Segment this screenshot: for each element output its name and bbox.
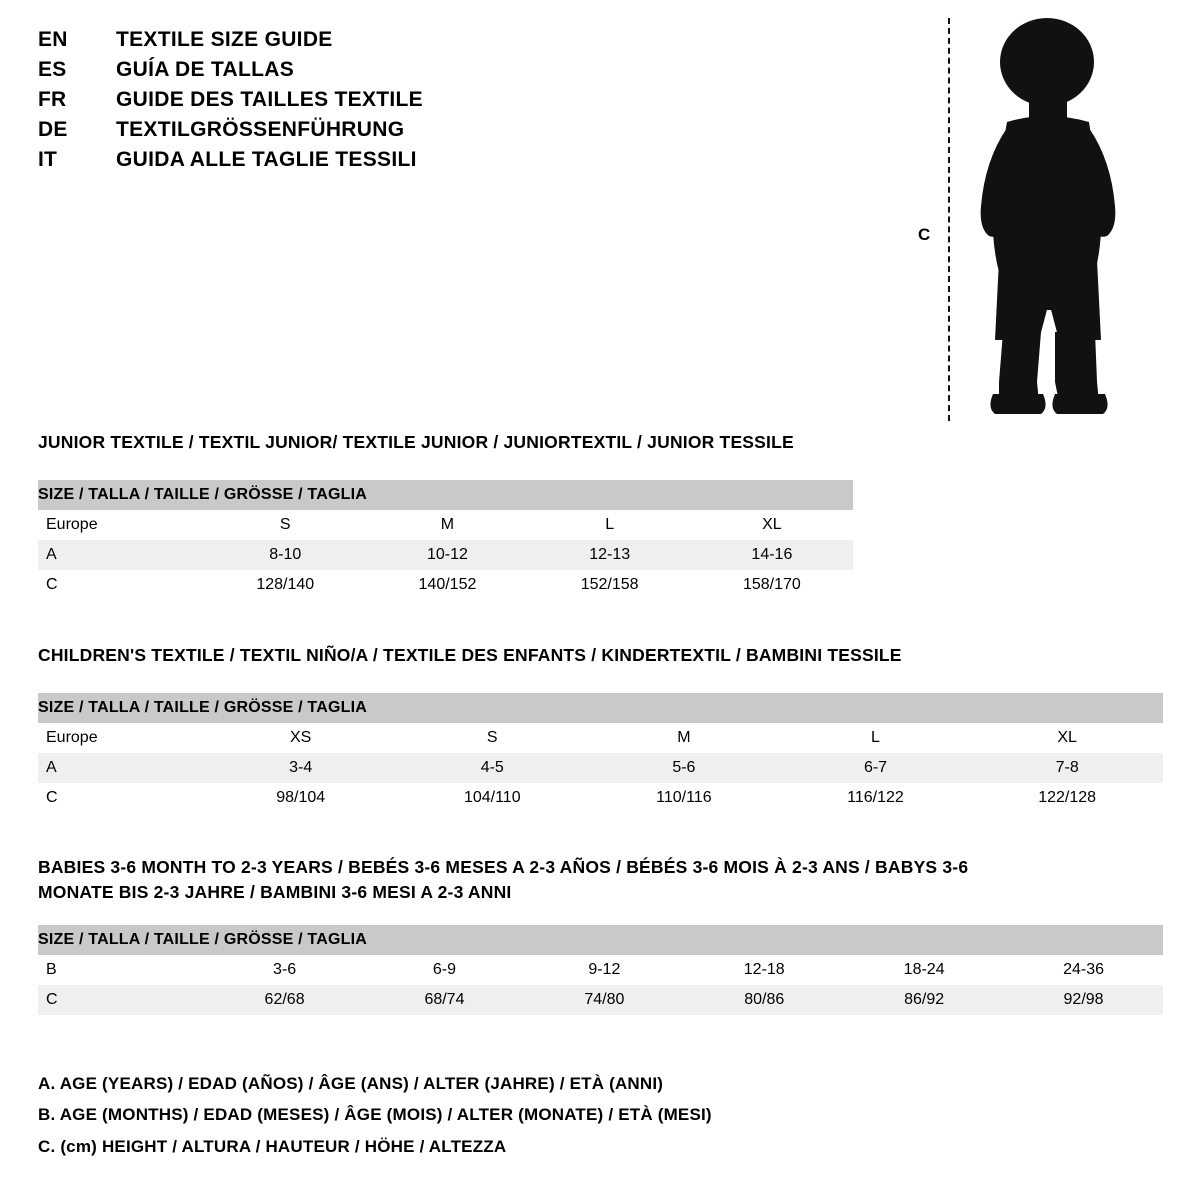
table-row [38,783,1163,813]
language-code: IT [38,148,58,171]
table-cell: 18-24 [844,955,1004,985]
table-cell: L [529,510,691,540]
table-cell: 7-8 [971,753,1163,783]
row-label: Europe [38,510,204,540]
children-size-table [38,693,1163,813]
row-label: Europe [38,723,205,753]
language-row [38,118,738,148]
table-cell: M [588,723,780,753]
row-label: C [38,570,204,600]
table-band-row [38,480,853,510]
table-cell: 6-7 [780,753,972,783]
language-title: TEXTILGRÖSSENFÜHRUNG [116,118,405,141]
table-cell: 92/98 [1004,985,1163,1015]
table-row [38,510,853,540]
table-cell: 86/92 [844,985,1004,1015]
language-code: FR [38,88,67,111]
table-band-row [38,693,1163,723]
toddler-silhouette-icon [955,10,1140,420]
babies-size-table [38,925,1163,1015]
legend-item-b: B. AGE (MONTHS) / EDAD (MESES) / ÂGE (MOIS) / ALTER (MONATE) / ETÀ (MESI) [38,1105,712,1125]
table-cell: M [366,510,528,540]
table-cell: 4-5 [396,753,588,783]
table-cell: 80/86 [684,985,844,1015]
section-title-children: CHILDREN'S TEXTILE / TEXTIL NIÑO/A / TEXTILE DES ENFANTS / KINDERTEXTIL / BAMBINI TESSILE [38,645,902,665]
table-cell: 5-6 [588,753,780,783]
table-cell: 158/170 [691,570,853,600]
language-row [38,148,738,178]
row-label: A [38,540,204,570]
language-code: ES [38,58,67,81]
table-cell: XL [971,723,1163,753]
row-label: C [38,783,205,813]
table-cell: 6-9 [365,955,525,985]
table-cell: XL [691,510,853,540]
table-cell: 62/68 [205,985,365,1015]
section-title-babies: BABIES 3-6 MONTH TO 2-3 YEARS / BEBÉS 3-6 MESES A 2-3 AÑOS / BÉBÉS 3-6 MOIS À 2-3 ANS / BABYS 3-6 MONATE BIS 2-3 JAHRE / BAMBINI 3-6 MESI A 2-3 ANNI [38,857,969,903]
table-cell: 68/74 [365,985,525,1015]
height-measure-figure [900,10,1140,425]
table-cell: 12-13 [529,540,691,570]
table-row [38,723,1163,753]
table-cell: S [396,723,588,753]
section-title-junior: JUNIOR TEXTILE / TEXTIL JUNIOR/ TEXTILE JUNIOR / JUNIORTEXTIL / JUNIOR TESSILE [38,432,794,452]
table-cell: 152/158 [529,570,691,600]
table-cell: 14-16 [691,540,853,570]
table-cell: 24-36 [1004,955,1163,985]
language-code: DE [38,118,68,141]
table-row [38,570,853,600]
table-cell: 116/122 [780,783,972,813]
table-cell: 110/116 [588,783,780,813]
table-cell: XS [205,723,397,753]
table-cell: 8-10 [204,540,366,570]
language-title: GUÍA DE TALLAS [116,58,295,81]
language-row [38,88,738,118]
table-cell: 10-12 [366,540,528,570]
legend-item-a: A. AGE (YEARS) / EDAD (AÑOS) / ÂGE (ANS) / ALTER (JAHRE) / ETÀ (ANNI) [38,1074,664,1093]
band-label: SIZE / TALLA / TAILLE / GRÖSSE / TAGLIA [38,925,1163,955]
table-cell: 3-6 [205,955,365,985]
measure-dashed-line [948,18,950,421]
row-label: B [38,955,205,985]
table-row [38,540,853,570]
table-cell: 74/80 [524,985,684,1015]
table-cell: 9-12 [524,955,684,985]
table-band-row [38,925,1163,955]
row-label: A [38,753,205,783]
language-row [38,28,738,58]
table-row [38,985,1163,1015]
table-cell: 122/128 [971,783,1163,813]
table-cell: 104/110 [396,783,588,813]
table-row [38,955,1163,985]
language-title: GUIDE DES TAILLES TEXTILE [116,88,423,111]
legend-item-c: C. (cm) HEIGHT / ALTURA / HAUTEUR / HÖHE / ALTEZZA [38,1136,507,1156]
language-title: TEXTILE SIZE GUIDE [116,28,333,51]
junior-size-table [38,480,853,600]
table-row [38,753,1163,783]
table-cell: S [204,510,366,540]
legend-block [38,1068,712,1162]
measure-label-c: C [918,225,931,244]
language-title-list [38,28,738,178]
language-row [38,58,738,88]
table-cell: 3-4 [205,753,397,783]
language-title: GUIDA ALLE TAGLIE TESSILI [116,148,417,171]
table-cell: 140/152 [366,570,528,600]
band-label: SIZE / TALLA / TAILLE / GRÖSSE / TAGLIA [38,693,1163,723]
row-label: C [38,985,205,1015]
table-cell: L [780,723,972,753]
band-label: SIZE / TALLA / TAILLE / GRÖSSE / TAGLIA [38,480,853,510]
table-cell: 98/104 [205,783,397,813]
table-cell: 12-18 [684,955,844,985]
table-cell: 128/140 [204,570,366,600]
language-code: EN [38,28,68,51]
